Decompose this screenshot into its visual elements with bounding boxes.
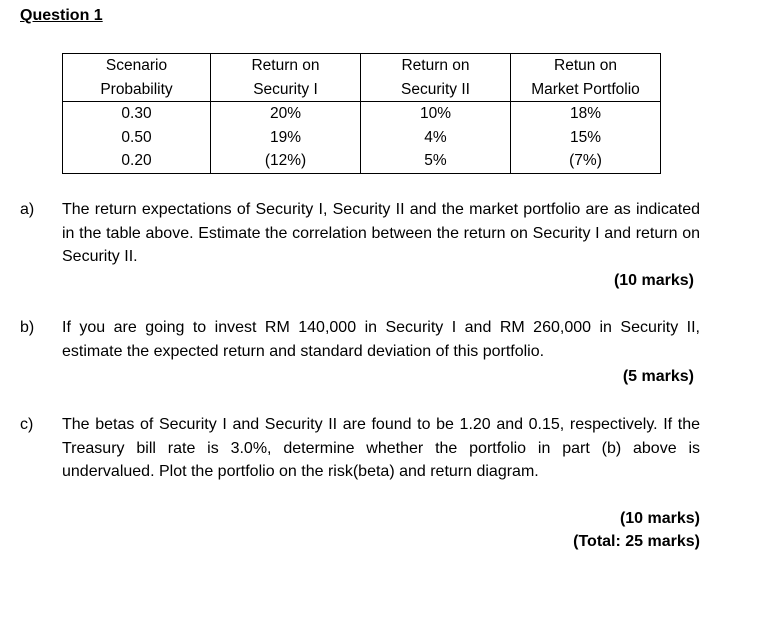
cell-market: 18%: [511, 102, 661, 126]
cell-market: 15%: [511, 126, 661, 150]
total-marks: (Total: 25 marks): [573, 533, 700, 550]
table-row: [63, 149, 661, 173]
question-b-marks: (5 marks): [622, 368, 694, 385]
cell-security-i: (12%): [211, 149, 361, 173]
header-market-line1: Retun on: [511, 54, 661, 78]
question-c-marks: (10 marks): [619, 510, 700, 527]
cell-security-ii: 5%: [361, 149, 511, 173]
question-a-marks: (10 marks): [613, 272, 694, 289]
question-b-label: b): [20, 319, 35, 336]
header-security-ii-line2: Security II: [361, 78, 511, 102]
cell-security-ii: 10%: [361, 102, 511, 126]
header-market-line2: Market Portfolio: [511, 78, 661, 102]
header-security-i-line1: Return on: [211, 54, 361, 78]
cell-probability: 0.30: [63, 102, 211, 126]
table-header-row: [63, 54, 661, 78]
header-security-ii-line1: Return on: [361, 54, 511, 78]
cell-probability: 0.50: [63, 126, 211, 150]
question-a-text: The return expectations of Security I, Security II and the market portfolio are as indicated in the table above. Estimate the correlation between the return on Security I and return on Security II.: [62, 201, 700, 265]
question-c-label: c): [20, 416, 34, 433]
table-header-row: [63, 78, 661, 102]
table-row: [63, 102, 661, 126]
header-security-i-line2: Security I: [211, 78, 361, 102]
question-b-text: If you are going to invest RM 140,000 in Security I and RM 260,000 in Security II, estimate the expected return and standard deviation of this portfolio.: [62, 319, 700, 360]
cell-market: (7%): [511, 149, 661, 173]
header-scenario-line1: Scenario: [63, 54, 211, 78]
cell-security-i: 20%: [211, 102, 361, 126]
cell-probability: 0.20: [63, 149, 211, 173]
table-row: [63, 126, 661, 150]
question-title: Question 1: [20, 7, 103, 24]
question-a-label: a): [20, 201, 35, 218]
cell-security-i: 19%: [211, 126, 361, 150]
header-scenario-line2: Probability: [63, 78, 211, 102]
cell-security-ii: 4%: [361, 126, 511, 150]
question-c-text: The betas of Security I and Security II are found to be 1.20 and 0.15, respectively. If the Treasury bill rate is 3.0%, determine whether the portfolio in part (b) above is undervalued. Plot the portfolio on the risk(beta) and return diagram.: [62, 416, 700, 480]
returns-table: [62, 53, 661, 174]
